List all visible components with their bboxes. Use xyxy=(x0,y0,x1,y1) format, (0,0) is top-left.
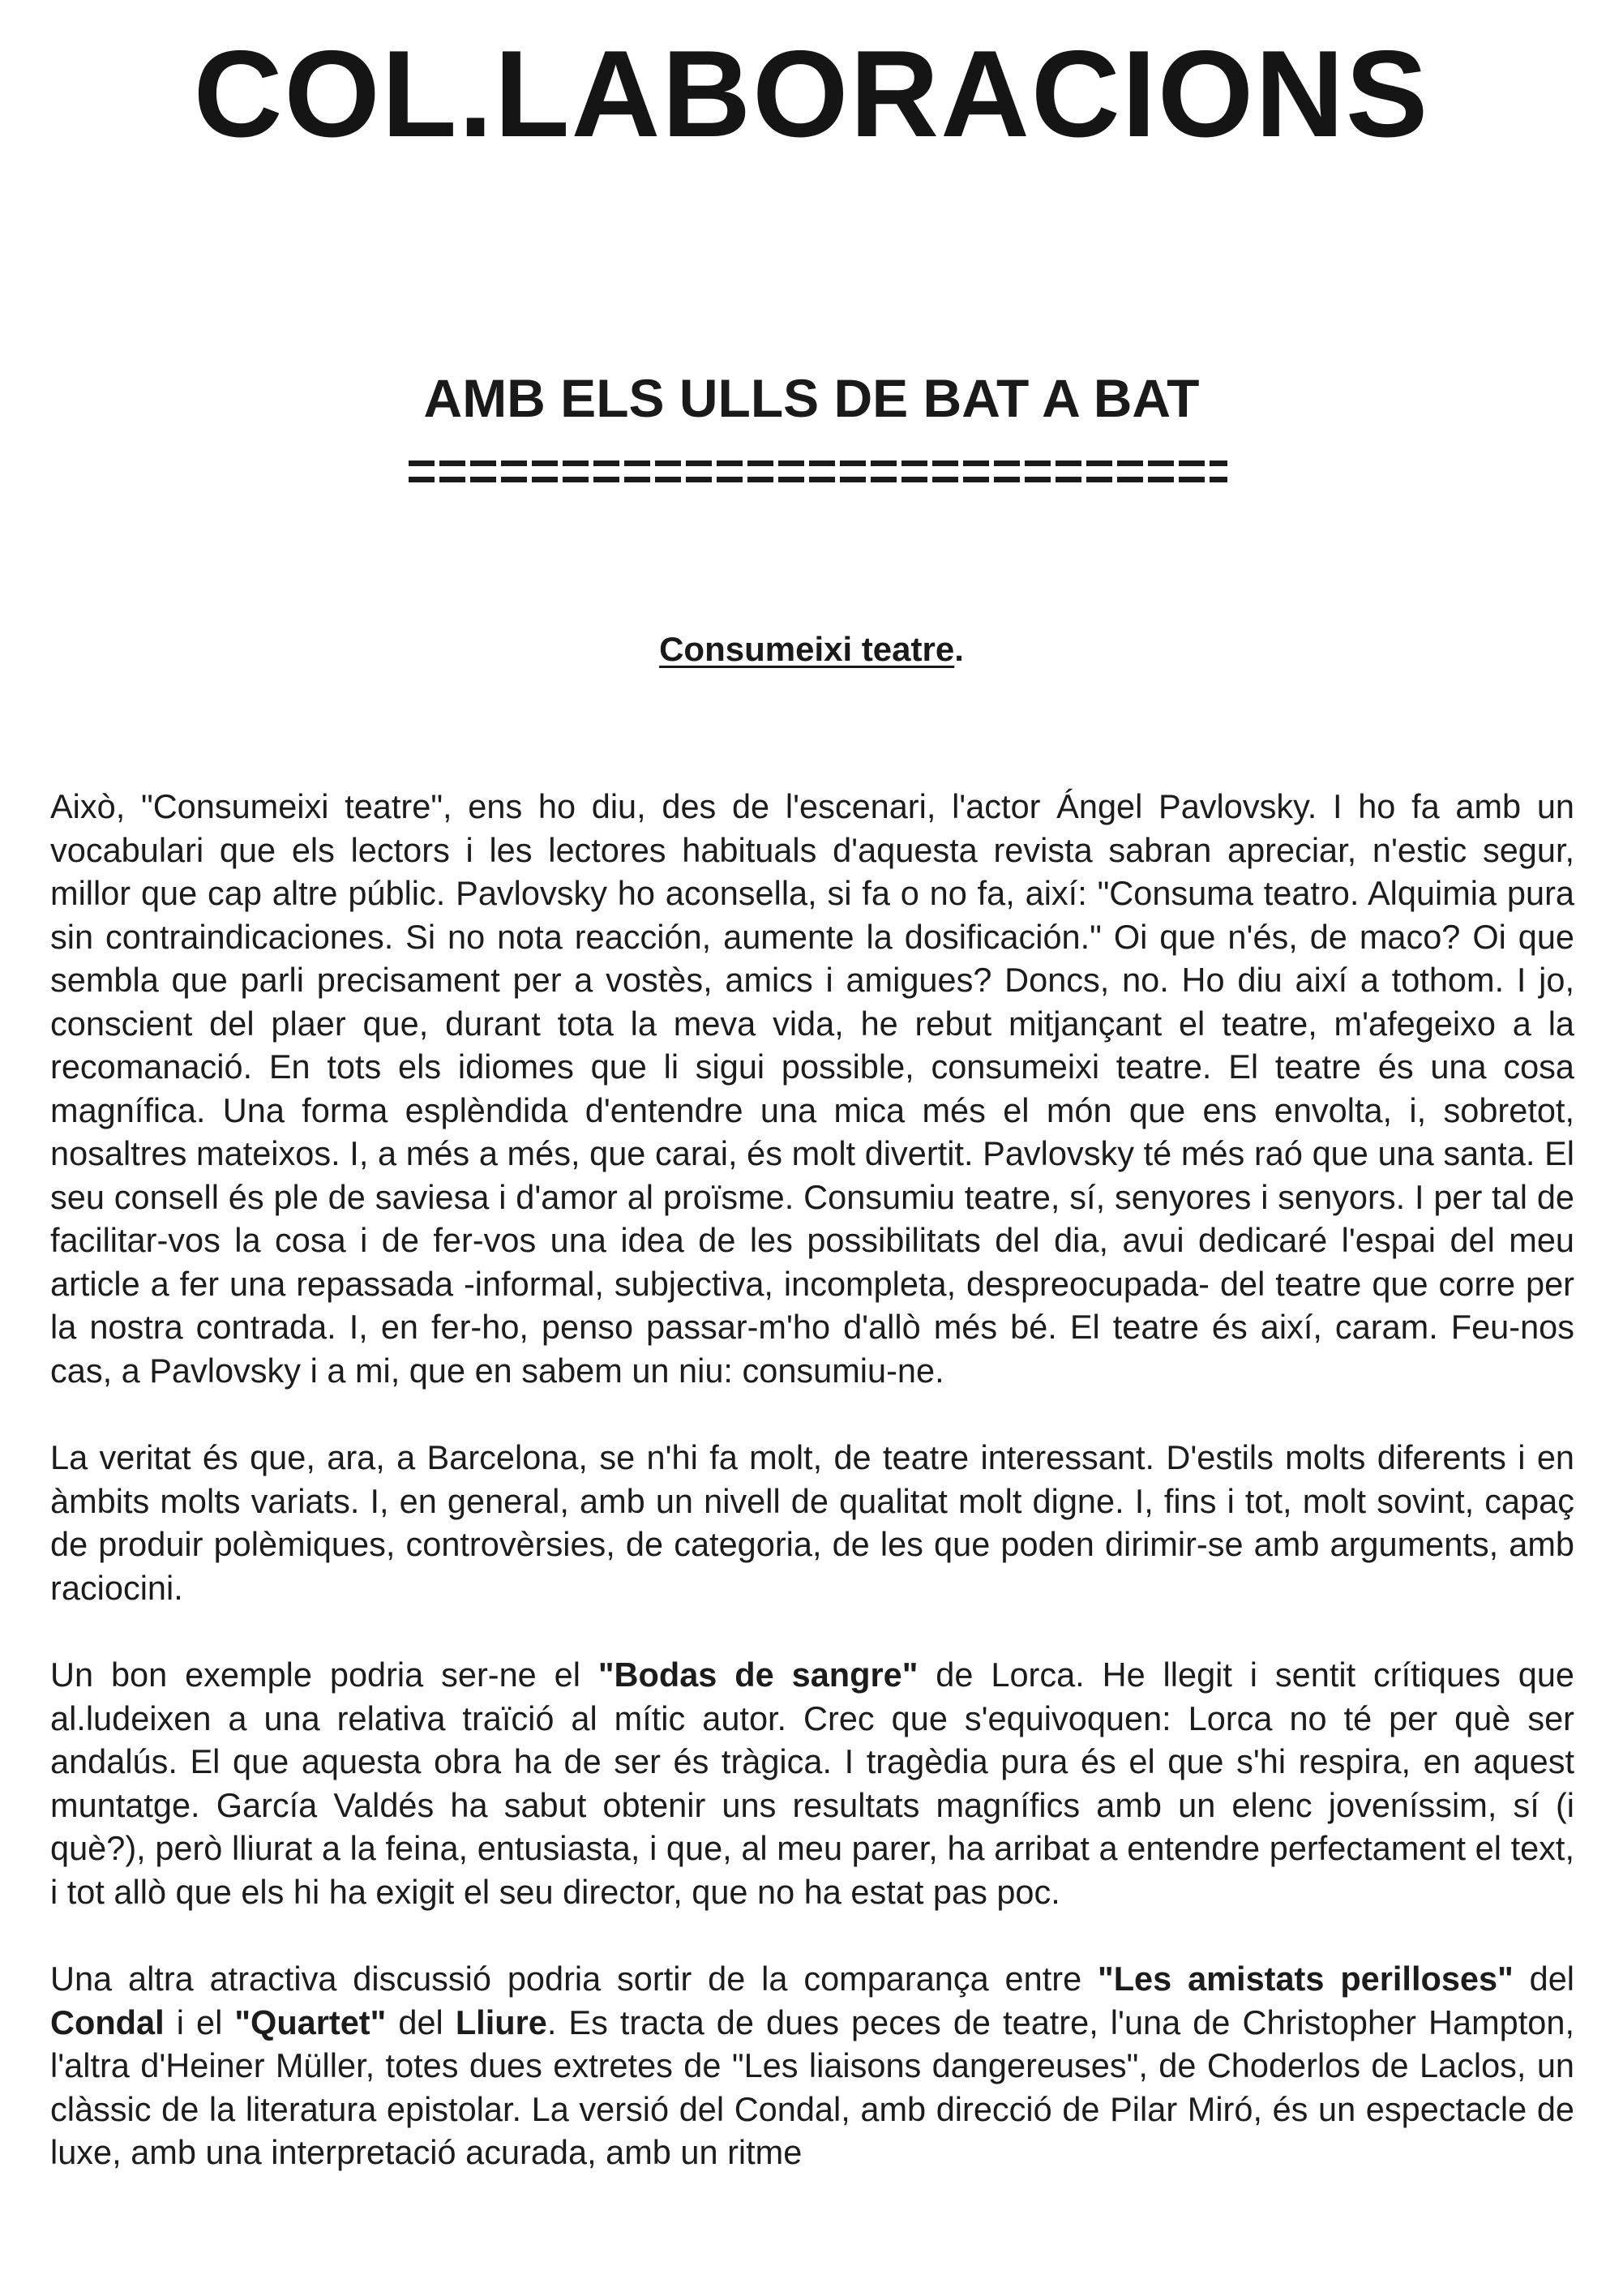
paragraph-3-run-1: Un bon exemple podria ser-ne el xyxy=(50,1656,598,1694)
paragraph-2 xyxy=(50,1436,1574,1609)
paragraph-3-run-3: de Lorca. He llegit i sentit crítiques que al.ludeixen a una relativa traïció al mític autor. Crec que s'equivoquen: Lorca no té per què ser andalús. El que aquesta obra ha de ser és tràgica. I tragèdia pura és el que s'hi respira, en aquest muntatge. García Valdés ha sabut obtenir uns resultats magnífics amb un elenc joveníssim, sí (i què?), però lliurat a la feina, entusiasta, i que, al meu parer, ha arribat a entendre perfectament el text, i tot allò que els hi ha exigit el seu director, que no ha estat pas poc. xyxy=(50,1656,1575,1911)
article-body xyxy=(50,785,1574,2218)
paragraph-1-run-1: Això, "Consumeixi teatre", ens ho diu, des de l'escenari, l'actor Ángel Pavlovsky. I ho fa amb un vocabulari que els lectors i les lectores habituals d'aquesta revista sabran apreciar, n'estic segur, millor que cap altre públic. Pavlovsky ho aconsella, si fa o no fa, així: "Consuma teatro. Alquimia pura sin contraindicaciones. Si no nota reacción, aumente la dosificación." Oi que n'és, de maco? Oi que sembla que parli precisament per a vostès, amics i amigues? Doncs, no. Ho diu així a tothom. I jo, conscient del plaer que, durant tota la meva vida, he rebut mitjançant el teatre, m'afegeixo a la recomanació. En tots els idiomes que li sigui possible, consumeixi teatre. El teatre és una cosa magnífica. Una forma esplèndida d'entendre una mica més el món que ens envolta, i, sobretot, nosaltres mateixos. I, a més a més, que carai, és molt divertit. Pavlovsky té més raó que una santa. El seu consell és ple de saviesa i d'amor al proïsme. Consumiu teatre, sí, senyores i senyors. I per tal de facilitar-vos la cosa i de fer-vos una idea de les possibilitats del dia, avui dedicaré l'espai del meu article a fer una repassada -informal, subjectiva, incompleta, despreocupada- del teatre que corre per la nostra contrada. I, en fer-ho, penso passar-m'ho d'allò més bé. El teatre és així, caram. Feu-nos cas, a Pavlovsky i a mi, que en sabem un niu: consumiu-ne. xyxy=(50,787,1574,1390)
paragraph-2-run-1: La veritat és que, ara, a Barcelona, se n'hi fa molt, de teatre interessant. D'estils molts diferents i en àmbits molts variats. I, en general, amb un nivell de qualitat molt digne. I, fins i tot, molt sovint, capaç de produir polèmiques, controvèrsies, de categoria, de les que poden dirimir-se amb arguments, amb raciocini. xyxy=(50,1438,1574,1607)
paragraph-1 xyxy=(50,785,1574,1392)
paragraph-4-bold-title-1: "Les amistats perilloses" xyxy=(1098,1960,1514,1998)
section-subhead xyxy=(0,632,1623,666)
paragraph-4-bold-venue-2: Lliure xyxy=(455,2003,547,2041)
paragraph-4 xyxy=(50,1957,1574,2174)
masthead-title: COL.LABORACIONS xyxy=(193,25,1430,163)
paragraph-4-bold-venue-1: Condal xyxy=(50,2003,165,2041)
paragraph-4-run-5: i el xyxy=(164,2003,235,2041)
article-headline: AMB ELS ULLS DE BAT A BAT xyxy=(423,368,1200,428)
paragraph-4-run-3: del xyxy=(1513,1960,1575,1998)
paragraph-3 xyxy=(50,1653,1574,1913)
paragraph-4-run-9: . Es tracta de dues peces de teatre, l'una de Christopher Hampton, l'altra d'Heiner Müller, totes dues extretes de "Les liaisons dangereuses", de Choderlos de Laclos, un clàssic de la literatura epistolar. La versió del Condal, amb direcció de Pilar Miró, és un espectacle de luxe, amb una interpretació acurada, amb un ritme xyxy=(50,2003,1574,2171)
subhead-title: Consumeixi teatre xyxy=(659,630,955,668)
paragraph-3-bold-title: "Bodas de sangre" xyxy=(597,1656,919,1694)
paragraph-4-run-1: Una altra atractiva discussió podria sortir de la comparança entre xyxy=(50,1960,1098,1998)
subhead-period: . xyxy=(954,630,964,668)
double-dashed-rule xyxy=(409,460,1227,485)
paragraph-4-run-7: del xyxy=(386,2003,456,2041)
paragraph-4-bold-title-2: "Quartet" xyxy=(234,2003,387,2041)
